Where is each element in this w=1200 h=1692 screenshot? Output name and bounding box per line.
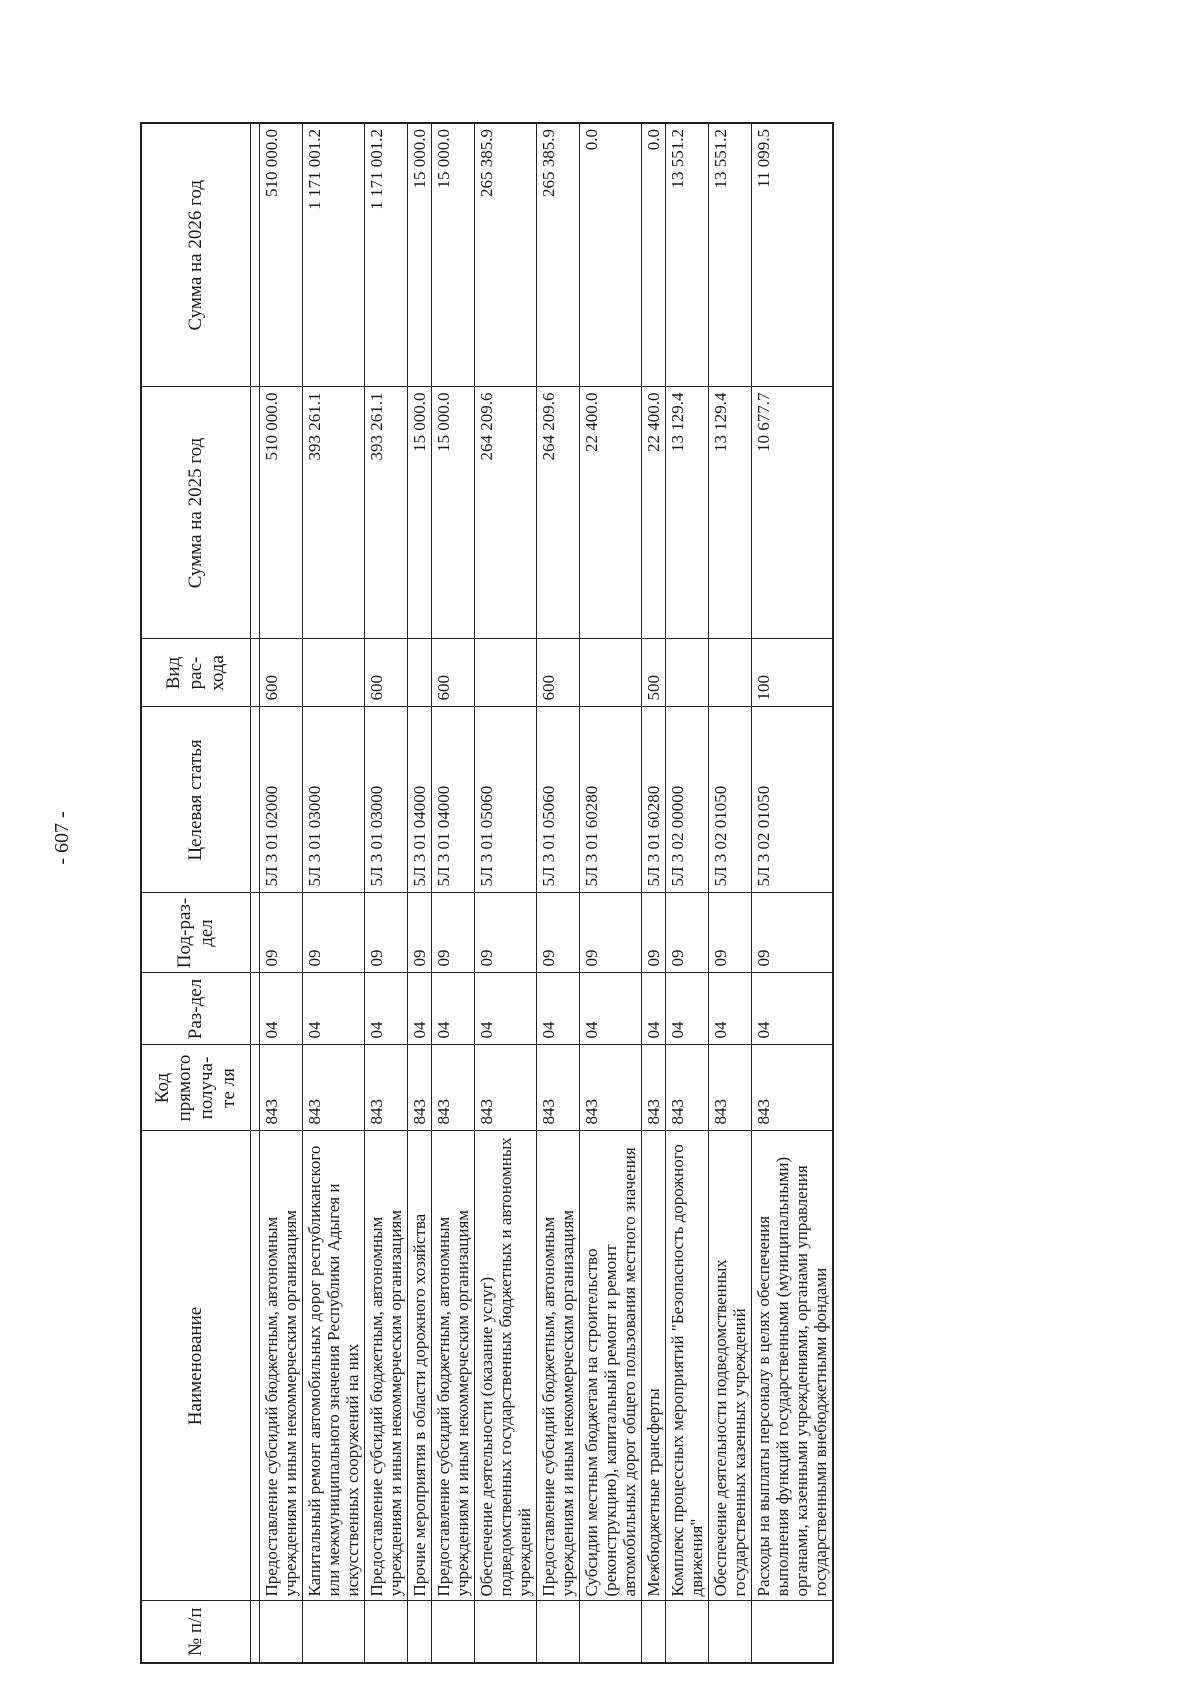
- cell-n: [432, 1601, 475, 1663]
- cell-name: Капитальный ремонт автомобильных дорог республиканского или межмуниципального значения Республики Адыгея и искусственных сооружений на них: [303, 1131, 365, 1601]
- cell-sum2026: 0.0: [642, 123, 666, 387]
- cell-razdel: 04: [303, 973, 365, 1045]
- table-row: [408, 123, 432, 1663]
- cell-vid: 600: [260, 639, 303, 707]
- cell-article: [251, 707, 260, 893]
- cell-sum2026: 1 171 001.2: [365, 123, 408, 387]
- cell-article: 5Л 3 01 04000: [408, 707, 432, 893]
- cell-name: Предоставление субсидий бюджетным, автономным учреждениям и иным некоммерческим организациям: [432, 1131, 475, 1601]
- cell-sum2026: [251, 123, 260, 387]
- cell-n: [752, 1601, 834, 1663]
- cell-sum2025: 510 000.0: [260, 387, 303, 639]
- column-header: Раз-дел: [141, 973, 251, 1045]
- cell-sum2026: 13 551.2: [666, 123, 709, 387]
- column-header: Под-раз-дел: [141, 893, 251, 973]
- cell-article: 5Л 3 01 05060: [475, 707, 537, 893]
- cell-n: [303, 1601, 365, 1663]
- cell-code: 843: [666, 1045, 709, 1131]
- cell-sum2025: 15 000.0: [408, 387, 432, 639]
- budget-table: [140, 122, 834, 1664]
- page-number: - 607 -: [51, 811, 73, 865]
- cell-name: [251, 1131, 260, 1601]
- cell-sum2026: 11 099.5: [752, 123, 834, 387]
- table-header-row: [141, 123, 251, 1663]
- cell-name: Предоставление субсидий бюджетным, автономным учреждениям и иным некоммерческим организациям: [260, 1131, 303, 1601]
- cell-razdel: 04: [642, 973, 666, 1045]
- cell-name: Межбюджетные трансферты: [642, 1131, 666, 1601]
- cell-n: [365, 1601, 408, 1663]
- cell-vid: 500: [642, 639, 666, 707]
- cell-podrazdel: 09: [709, 893, 752, 973]
- cell-razdel: 04: [260, 973, 303, 1045]
- cell-vid: 600: [365, 639, 408, 707]
- cell-razdel: 04: [752, 973, 834, 1045]
- table-row: [251, 123, 260, 1663]
- cell-n: [475, 1601, 537, 1663]
- cell-vid: [475, 639, 537, 707]
- cell-article: 5Л 3 01 02000: [260, 707, 303, 893]
- cell-n: [709, 1601, 752, 1663]
- cell-sum2025: 22 400.0: [580, 387, 642, 639]
- cell-n: [408, 1601, 432, 1663]
- cell-podrazdel: 09: [475, 893, 537, 973]
- cell-article: 5Л 3 01 03000: [303, 707, 365, 893]
- cell-sum2025: 264 209.6: [537, 387, 580, 639]
- cell-n: [260, 1601, 303, 1663]
- column-header: Вид рас-хода: [141, 639, 251, 707]
- cell-sum2025: 22 400.0: [642, 387, 666, 639]
- cell-vid: 600: [537, 639, 580, 707]
- column-header: № п/п: [141, 1601, 251, 1663]
- table-row: [537, 123, 580, 1663]
- cell-podrazdel: 09: [303, 893, 365, 973]
- cell-sum2026: 15 000.0: [432, 123, 475, 387]
- cell-razdel: 04: [580, 973, 642, 1045]
- table-row: [666, 123, 709, 1663]
- cell-article: 5Л 3 02 01050: [752, 707, 834, 893]
- cell-code: 843: [709, 1045, 752, 1131]
- cell-sum2025: 15 000.0: [432, 387, 475, 639]
- cell-razdel: 04: [666, 973, 709, 1045]
- cell-code: 843: [752, 1045, 834, 1131]
- cell-podrazdel: 09: [642, 893, 666, 973]
- cell-sum2025: 393 261.1: [365, 387, 408, 639]
- cell-code: 843: [408, 1045, 432, 1131]
- cell-code: 843: [365, 1045, 408, 1131]
- cell-n: [537, 1601, 580, 1663]
- cell-sum2026: 510 000.0: [260, 123, 303, 387]
- cell-article: 5Л 3 01 05060: [537, 707, 580, 893]
- cell-vid: [251, 639, 260, 707]
- cell-vid: [408, 639, 432, 707]
- cell-name: Субсидии местным бюджетам на строительство (реконструкцию), капитальный ремонт и ремонт автомобильных дорог общего пользования местного значения: [580, 1131, 642, 1601]
- cell-article: 5Л 3 02 00000: [666, 707, 709, 893]
- cell-article: 5Л 3 01 03000: [365, 707, 408, 893]
- cell-razdel: 04: [408, 973, 432, 1045]
- cell-article: 5Л 3 01 60280: [642, 707, 666, 893]
- cell-code: 843: [475, 1045, 537, 1131]
- table-row: [580, 123, 642, 1663]
- table-row: [303, 123, 365, 1663]
- table-row: [752, 123, 834, 1663]
- cell-name: Предоставление субсидий бюджетным, автономным учреждениям и иным некоммерческим организациям: [365, 1131, 408, 1601]
- column-header: Код прямого получа-те ля: [141, 1045, 251, 1131]
- cell-podrazdel: 09: [752, 893, 834, 973]
- table-row: [475, 123, 537, 1663]
- cell-article: 5Л 3 02 01050: [709, 707, 752, 893]
- cell-razdel: 04: [365, 973, 408, 1045]
- cell-podrazdel: 09: [408, 893, 432, 973]
- cell-vid: [580, 639, 642, 707]
- cell-razdel: [251, 973, 260, 1045]
- cell-sum2025: 10 677.7: [752, 387, 834, 639]
- cell-n: [580, 1601, 642, 1663]
- rotated-table-wrapper: [140, 124, 1084, 1664]
- cell-sum2026: 1 171 001.2: [303, 123, 365, 387]
- cell-sum2026: 265 385.9: [475, 123, 537, 387]
- table-row: [642, 123, 666, 1663]
- cell-name: Расходы на выплаты персоналу в целях обеспечения выполнения функций государственными (муниципальными) органами, казенными учреждениями, органами управления государственными внебюджетными фондами: [752, 1131, 834, 1601]
- cell-podrazdel: 09: [260, 893, 303, 973]
- cell-code: 843: [260, 1045, 303, 1131]
- cell-sum2026: 15 000.0: [408, 123, 432, 387]
- cell-name: Предоставление субсидий бюджетным, автономным учреждениям и иным некоммерческим организациям: [537, 1131, 580, 1601]
- cell-sum2026: 265 385.9: [537, 123, 580, 387]
- cell-sum2025: [251, 387, 260, 639]
- cell-razdel: 04: [537, 973, 580, 1045]
- cell-article: 5Л 3 01 04000: [432, 707, 475, 893]
- cell-article: 5Л 3 01 60280: [580, 707, 642, 893]
- cell-razdel: 04: [432, 973, 475, 1045]
- column-header: Сумма на 2026 год: [141, 123, 251, 387]
- cell-n: [251, 1601, 260, 1663]
- cell-name: Прочие мероприятия в области дорожного хозяйства: [408, 1131, 432, 1601]
- column-header: Целевая статья: [141, 707, 251, 893]
- cell-code: 843: [432, 1045, 475, 1131]
- cell-vid: 100: [752, 639, 834, 707]
- column-header: Сумма на 2025 год: [141, 387, 251, 639]
- table-row: [709, 123, 752, 1663]
- cell-podrazdel: 09: [537, 893, 580, 973]
- cell-vid: [303, 639, 365, 707]
- cell-code: 843: [537, 1045, 580, 1131]
- cell-sum2025: 264 209.6: [475, 387, 537, 639]
- cell-podrazdel: 09: [580, 893, 642, 973]
- cell-sum2025: 393 261.1: [303, 387, 365, 639]
- cell-razdel: 04: [475, 973, 537, 1045]
- cell-sum2025: 13 129.4: [666, 387, 709, 639]
- cell-code: 843: [580, 1045, 642, 1131]
- cell-podrazdel: 09: [666, 893, 709, 973]
- cell-code: [251, 1045, 260, 1131]
- column-header: Наименование: [141, 1131, 251, 1601]
- table-row: [260, 123, 303, 1663]
- cell-vid: [666, 639, 709, 707]
- table-row: [365, 123, 408, 1663]
- cell-sum2026: 0.0: [580, 123, 642, 387]
- cell-sum2025: 13 129.4: [709, 387, 752, 639]
- cell-name: Обеспечение деятельности (оказание услуг) подведомственных государственных бюджетных и автономных учреждений: [475, 1131, 537, 1601]
- cell-podrazdel: 09: [432, 893, 475, 973]
- cell-vid: [709, 639, 752, 707]
- cell-code: 843: [642, 1045, 666, 1131]
- cell-podrazdel: [251, 893, 260, 973]
- cell-razdel: 04: [709, 973, 752, 1045]
- cell-podrazdel: 09: [365, 893, 408, 973]
- cell-name: Обеспечение деятельности подведомственных государственных казенных учреждений: [709, 1131, 752, 1601]
- cell-name: Комплекс процессных мероприятий "Безопасность дорожного движения": [666, 1131, 709, 1601]
- cell-sum2026: 13 551.2: [709, 123, 752, 387]
- cell-n: [642, 1601, 666, 1663]
- cell-code: 843: [303, 1045, 365, 1131]
- cell-n: [666, 1601, 709, 1663]
- table-body: [251, 123, 834, 1663]
- table-row: [432, 123, 475, 1663]
- cell-vid: 600: [432, 639, 475, 707]
